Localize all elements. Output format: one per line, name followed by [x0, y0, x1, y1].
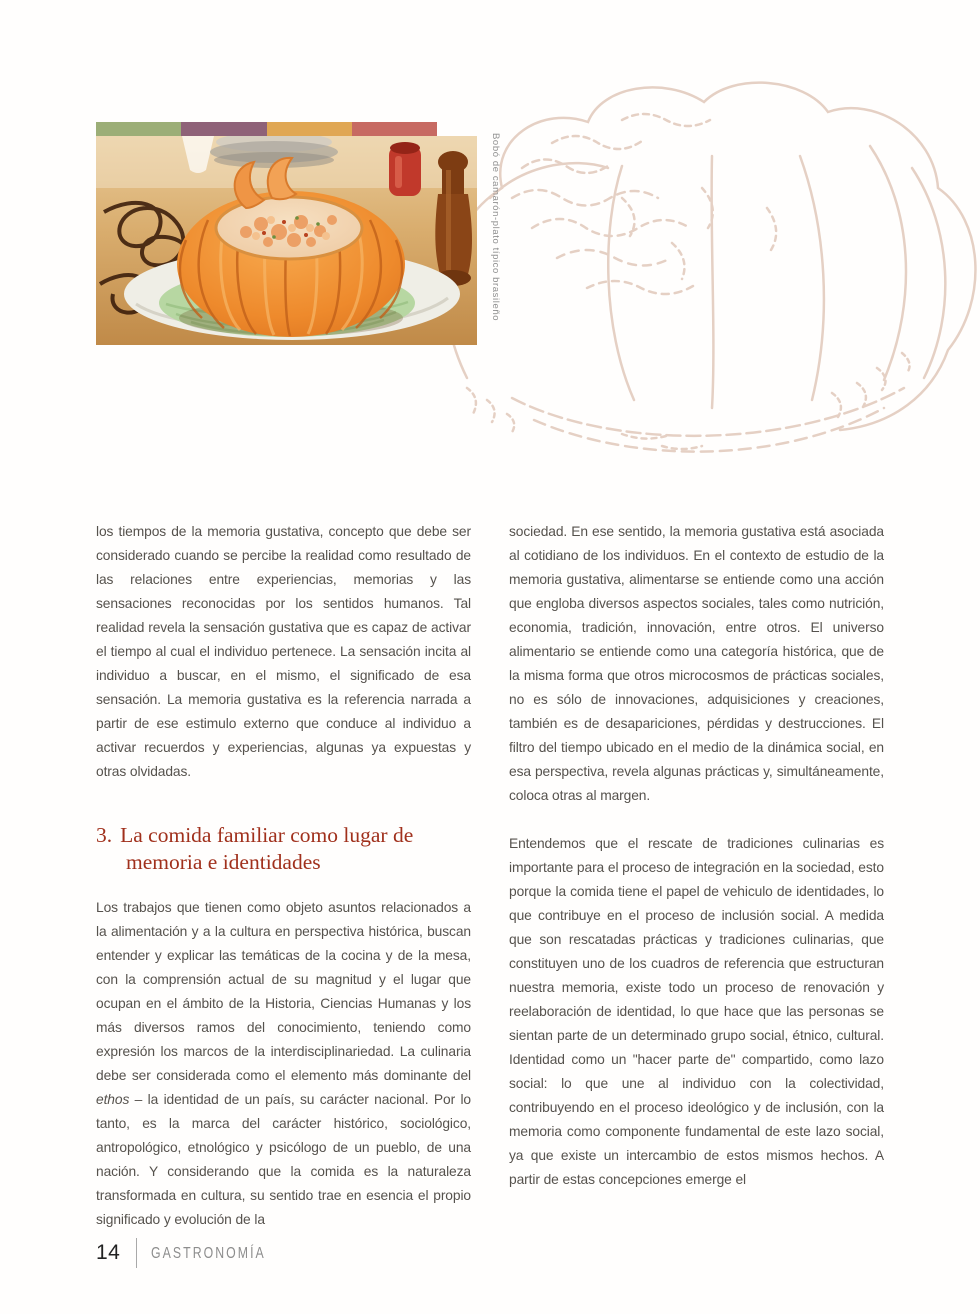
- right-column: [509, 520, 884, 1256]
- decorative-color-bars: [96, 122, 437, 136]
- article-columns: [96, 520, 885, 1256]
- left-paragraph-1: los tiempos de la memoria gustativa, concepto que debe ser considerado cuando se percibe la realidad como resultado de las relaciones entre experiencias, memorias y las sensaciones reconocidas por los sentidos humanos. Tal realidad revela la sensación gustativa que es capaz de activar el tiempo al cual el individuo pertenece. La sensación incita al individuo a buscar, en el mismo, el significado de esa sensación. La memoria gustativa es la referencia narrada a partir de ese estimulo externo que conduce al individuo a activar recuerdos y experiencias, algunas ya expuestas y otras olvidadas.: [96, 524, 471, 779]
- ethos-italic-term: ethos: [96, 1092, 130, 1107]
- page-number: 14: [96, 1241, 121, 1264]
- left-paragraph-2-text: Los trabajos que tienen como objeto asuntos relacionados a la alimentación y a la cultura en perspectiva histórica, buscan entender y explicar las temáticas de la cocina y de la mesa, con la comprensión actual de su magnitud y el lugar que ocupan en el ámbito de la Historia, Ciencias Humanas y los más diversos ramos del conocimiento, teniendo como expresión los marcos de la interdisciplinariedad. La culinaria debe ser considerada como el elemento más dominante del: [96, 900, 471, 1083]
- page-footer: [96, 1238, 291, 1268]
- section-heading: [96, 822, 471, 876]
- magazine-name: GASTRONOMÍA: [151, 1244, 267, 1262]
- right-paragraph-1: sociedad. En ese sentido, la memoria gustativa está asociada al cotidiano de los individuos. En el contexto de estudio de la memoria gustativa, alimentarse se entiende como una acción que engloba diversos aspectos sociales, tales como nutrición, economia, tradición, innovación, entre otros. El universo alimentario se entiende como una categoría histórica, que de la misma forma que otros microcosmos de prácticas sociales, no es sólo de innovaciones, adquisiciones y creaciones, también es de desapariciones, pérdidas y destrucciones. El filtro del tiempo ubicado en el medio de la dinámica social, en esa perspectiva, revela algunas prácticas y, simultáneamente, coloca otras al margen.: [509, 524, 884, 803]
- color-bar-orange: [267, 122, 352, 136]
- section-title: La comida familiar como lugar de memoria e identidades: [120, 823, 414, 874]
- left-paragraph-2-continuation: – la identidad de un país, su carácter nacional. Por lo tanto, es la marca del carácter histórico, sociológico, antropológico, etnológico y psicólogo de un pueblo, de una nación. Y considerando que la comida es la naturaleza transformada en cultura, su sentido trae en esencia el propio significado y evolución de la: [96, 1092, 471, 1227]
- article-photo-block: [96, 122, 477, 345]
- footer-divider: [136, 1238, 137, 1268]
- color-bar-red: [352, 122, 437, 136]
- section-number: 3.: [96, 823, 113, 847]
- color-bar-purple: [181, 122, 266, 136]
- left-paragraph-2: [96, 896, 471, 1232]
- bobo-de-camaron-photo: [96, 136, 477, 345]
- right-paragraph-2: Entendemos que el rescate de tradiciones culinarias es importante para el proceso de integración en la sociedad, esto porque la comida tiene el papel de vehiculo de identidades, lo que contribuye en el proceso de inclusión social. A medida que son rescatadas prácticas y tradiciones culinarias, que constituyen uno de los cuadros de referencia que estructuran nuestra memoria, existe todo un proceso de renovación y reelaboración de identidad, lo que hace que las personas se sientan parte de un determinado grupo social, étnico, cultural. Identidad como un "hacer parte de" compartido, como lazo social: lo que une al individuo con la colectividad, contribuyendo en el proceso ideológico y de inclusión, con la memoria como componente fundamental de este lazo social, ya que existe un intercambio de estos mismos hechos. A partir de estas concepciones emerge el: [509, 836, 884, 1187]
- photo-caption-vertical: Bobó de camarón-plato típico brasileño: [490, 133, 501, 322]
- color-bar-green: [96, 122, 181, 136]
- left-column: [96, 520, 471, 1256]
